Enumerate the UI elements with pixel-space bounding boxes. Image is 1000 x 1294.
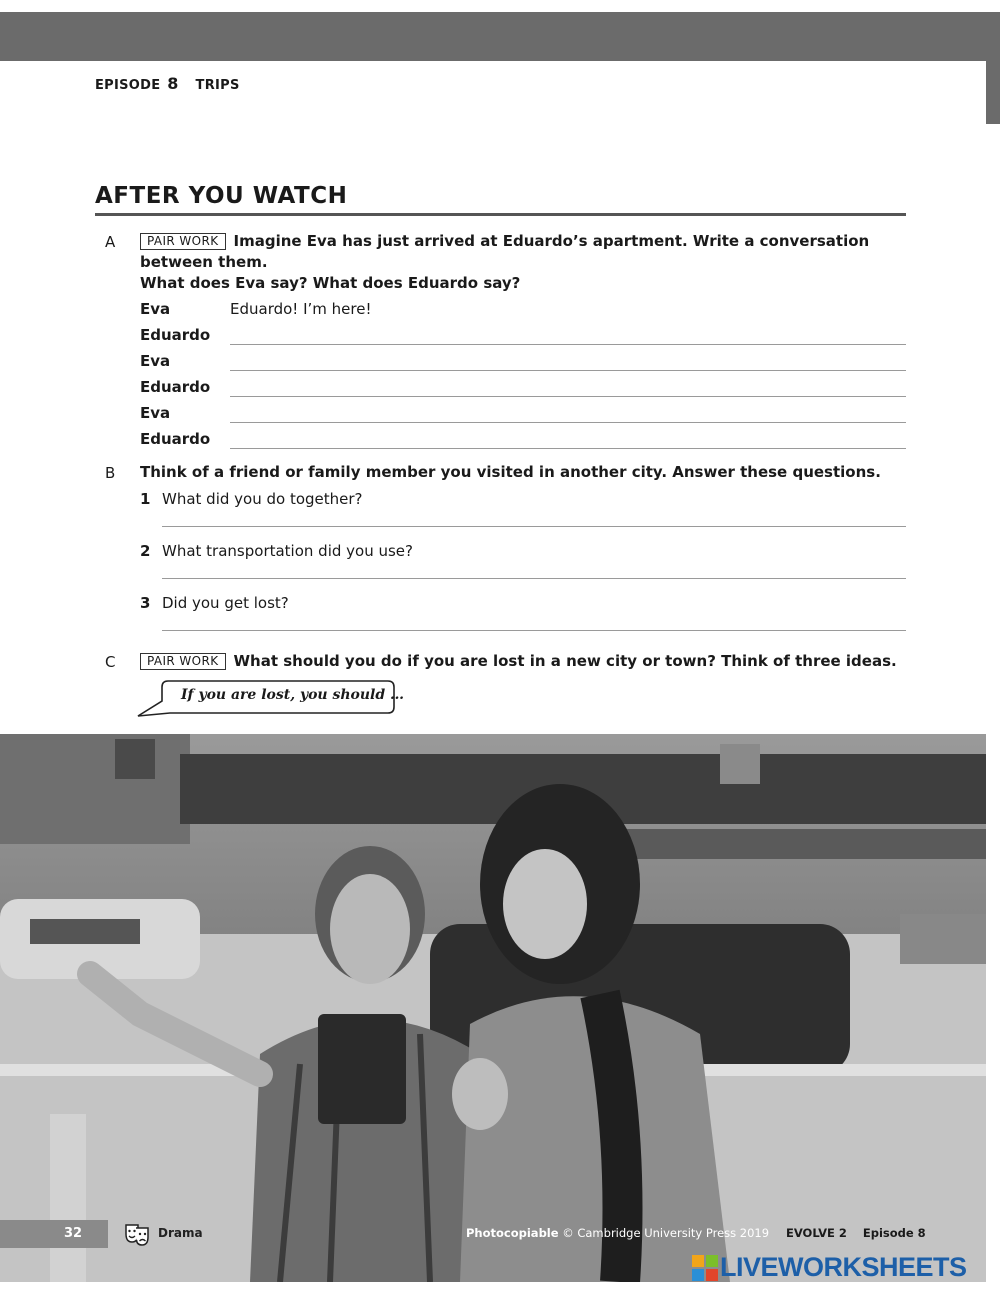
exercise-c-instruction [140, 651, 897, 672]
episode-header [95, 74, 240, 93]
speaker-name: Eva [140, 352, 171, 370]
speaker-name: Eva [140, 404, 171, 422]
speaker-name: Eduardo [140, 326, 211, 344]
pair-work-badge: PAIR WORK [140, 653, 226, 670]
line-text: Eduardo! I’m here! [230, 300, 372, 318]
question-number: 3 [140, 594, 151, 612]
series-name: EVOLVE 2 [786, 1226, 847, 1240]
answer-field[interactable] [230, 448, 906, 449]
instruction-line-3: What does Eva say? What does Eduardo say? [140, 274, 521, 292]
drama-masks-icon [124, 1222, 150, 1246]
exercise-c-letter: C [105, 653, 116, 671]
answer-field[interactable] [230, 370, 906, 371]
answer-field[interactable] [230, 396, 906, 397]
answer-field[interactable] [162, 630, 906, 631]
speaker-name: Eva [140, 300, 171, 318]
episode-ref: Episode 8 [862, 1226, 926, 1240]
question-item [140, 594, 906, 646]
copyright-notice [466, 1226, 769, 1240]
exercise-a-letter: A [105, 233, 116, 251]
exercise-b-instruction: Think of a friend or family member you visited in another city. Answer these questions. [140, 463, 881, 481]
conversation-line [140, 348, 906, 374]
question-item [140, 542, 906, 594]
page-number: 32 [64, 1226, 83, 1241]
conversation-line [140, 374, 906, 400]
answer-field[interactable] [230, 344, 906, 345]
answer-field[interactable] [162, 578, 906, 579]
side-tab [986, 61, 1000, 124]
answer-field[interactable] [162, 526, 906, 527]
exercise-a-instruction [140, 231, 869, 294]
speech-bubble-text: If you are lost, you should … [181, 687, 405, 703]
conversation-line [140, 400, 906, 426]
conversation-line [140, 296, 906, 322]
unit-title: TRIPS [195, 78, 240, 93]
copyright-text: © Cambridge University Press 2019 [562, 1226, 770, 1240]
series-info [786, 1226, 926, 1240]
question-text: Did you get lost? [162, 594, 289, 612]
title-divider [95, 213, 906, 216]
question-number: 2 [140, 542, 151, 560]
pair-work-badge: PAIR WORK [140, 233, 226, 250]
header-bar [0, 12, 1000, 61]
question-text: What transportation did you use? [162, 542, 414, 560]
street-photo [0, 734, 986, 1282]
question-text: What did you do together? [162, 490, 363, 508]
episode-label: EPISODE [95, 78, 161, 93]
conversation-line [140, 426, 906, 452]
conversation [140, 296, 906, 452]
section-label: Drama [158, 1226, 203, 1240]
question-number: 1 [140, 490, 151, 508]
speaker-name: Eduardo [140, 430, 211, 448]
instruction-text: What should you do if you are lost in a new city or town? Think of three ideas. [233, 652, 897, 670]
instruction-line-2: between them. [140, 253, 268, 271]
question-item [140, 490, 906, 542]
liveworksheets-logo-icon [692, 1255, 718, 1281]
liveworksheets-watermark[interactable]: LIVEWORKSHEETS [720, 1252, 967, 1282]
conversation-line [140, 322, 906, 348]
answer-field[interactable] [230, 422, 906, 423]
page-number-box [0, 1220, 108, 1248]
episode-number: 8 [167, 74, 179, 93]
section-title: AFTER YOU WATCH [95, 183, 348, 209]
speaker-name: Eduardo [140, 378, 211, 396]
exercise-b-letter: B [105, 464, 116, 482]
photocopiable-label: Photocopiable [466, 1226, 559, 1240]
instruction-line-1: Imagine Eva has just arrived at Eduardo’s apartment. Write a conversation [233, 232, 870, 250]
